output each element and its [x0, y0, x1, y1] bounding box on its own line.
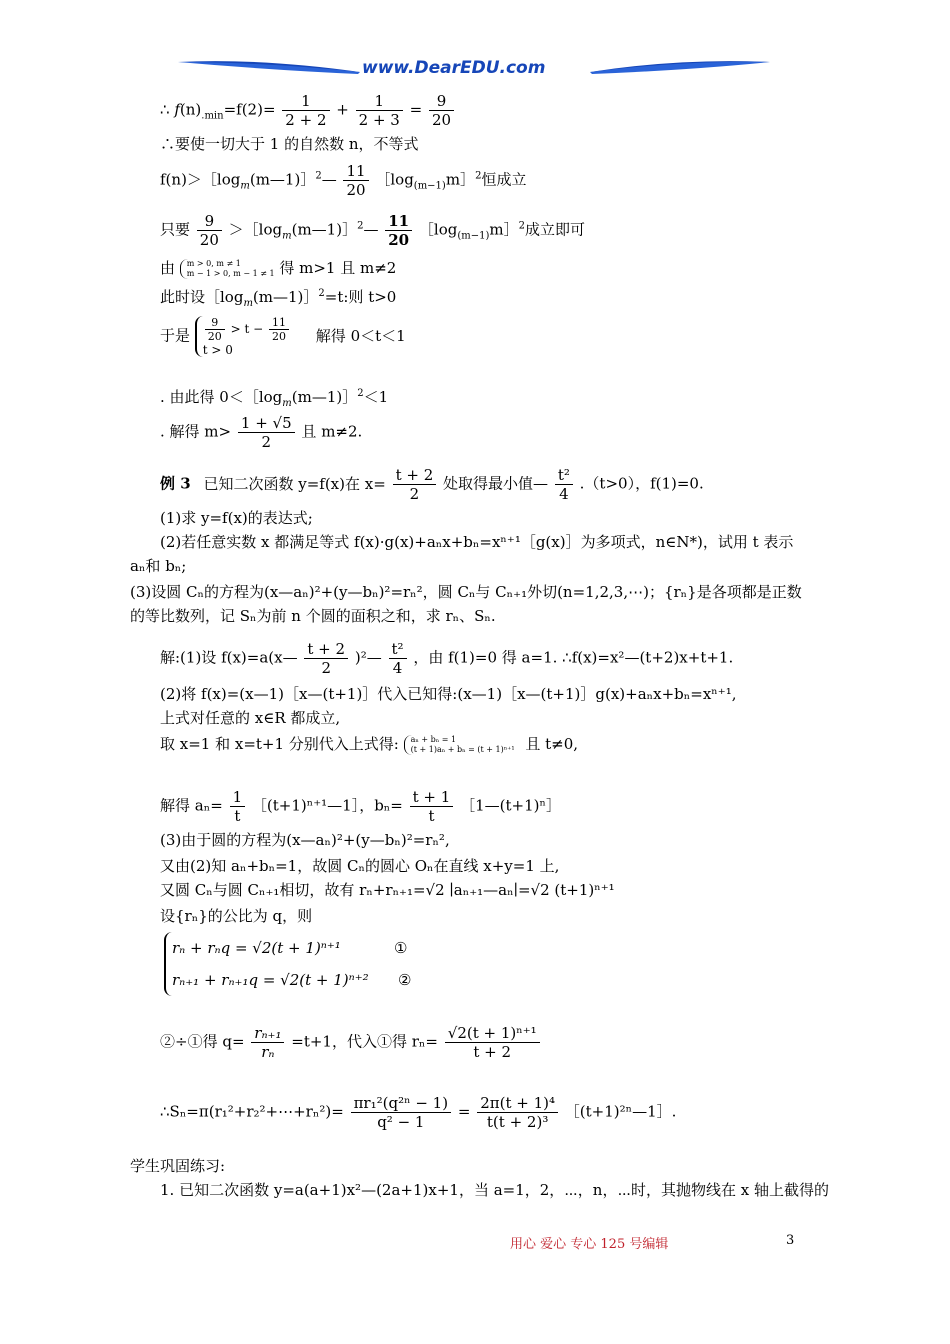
footer-text: 用心 爱心 专心 125 号编辑	[510, 1237, 669, 1252]
equation-system: aₙ + bₙ = 1 (t + 1)aₙ + bₙ = (t + 1)ⁿ⁺¹	[404, 735, 515, 755]
solution-sum: ∴Sₙ=π(r₁²+r₂²+⋯+rₙ²)= $\frac{\text{πr₁²(q²ⁿ − 1)}}{\text{q² − 1}}$ = $\frac{\text{2π(t + 1)⁴}}{\text{t(t + 2)³}}$ ［(t+1)²ⁿ—1］.	[160, 1094, 677, 1131]
marker-2: ②	[398, 971, 412, 989]
question-3-cont: 的等比数列，记 Sₙ为前 n 个圆的面积之和，求 rₙ、Sₙ.	[130, 607, 496, 625]
solution-3-d: 设{rₙ}的公比为 q，则	[160, 907, 313, 925]
equation-system: m > 0, m ≠ 1 m − 1 > 0, m − 1 ≠ 1	[180, 259, 275, 279]
line-inequality: $f(n)>[\log_m(m—1)]^2—$ $\frac{11}{20}$ $[\log_{(m-1)}m]^2$恒成立	[160, 162, 527, 199]
question-2-cont: aₙ和 bₙ;	[130, 557, 187, 575]
fraction: $\frac{t + 2}{2}$	[393, 466, 437, 503]
solution-3: (3)由于圆的方程为(x—aₙ)²+(y—bₙ)²=rₙ²,	[160, 831, 450, 849]
question-3: (3)设圆 Cₙ的方程为(x—aₙ)²+(y—bₙ)²=rₙ²，圆 Cₙ与 Cₙ₊₁外切(n=1,2,3,⋯)；{rₙ}是各项都是正数	[130, 583, 802, 601]
question-1: (1)求 y=f(x)的表达式;	[160, 509, 313, 527]
solution-2-b: 上式对任意的 x∈R 都成立,	[160, 709, 341, 727]
line-range: . 由此得 $0<[\log_m(m—1)]^2<1$	[160, 388, 389, 409]
solution-3-c: 又圆 Cₙ与圆 Cₙ₊₁相切，故有 rₙ+rₙ₊₁=√2 ∣aₙ₊₁—aₙ∣=√2 (t+1)ⁿ⁺¹	[160, 881, 615, 899]
solution-2: (2)将 f(x)=(x—1)［x—(t+1)］代入已知得:(x—1)［x—(t+1)］g(x)+aₙx+bₙ=xⁿ⁺¹,	[160, 685, 737, 703]
line-fmin: ∴ $f(n)_{.min}=f(2)=$ $\frac{1}{2 + 2}$ + $\frac{1}{2 + 3}$ = $\frac{9}{20}$	[160, 92, 456, 129]
fraction: $\frac{1 + √5}{2}$	[238, 414, 295, 451]
line-substitution: 此时设$[\log_m(m—1)]^2=t$:则 t>0	[160, 288, 397, 309]
line-condition: 只要 $\frac{9}{20}$ $>[\log_m(m—1)]^2—$ $\frac{11}{20}$ $[\log_{(m-1)}m]^2$成立即可	[160, 212, 585, 249]
fraction: $\frac{11}{20}$	[385, 212, 412, 249]
question-2: (2)若任意实数 x 都满足等式 f(x)·g(x)+aₙx+bₙ=xⁿ⁺¹［g(x)］为多项式，n∈N*)，试用 t 表示	[160, 533, 794, 551]
example-3-statement: 例 3 已知二次函数 y=f(x)在 x= $\frac{t + 2}{2}$ 处取得最小值— $\frac{\text{t²}}{4}$ .（t>0），f(1)=0.	[160, 466, 704, 503]
fraction: $\frac{1}{t}$	[230, 788, 246, 825]
fraction: $\frac{1}{2 + 3}$	[356, 92, 403, 129]
fraction: $\frac{9}{20}$	[429, 92, 454, 129]
solution-2-d: 解得 aₙ= $\frac{1}{t}$ ［(t+1)ⁿ⁺¹—1］，bₙ= $\frac{t + 1}{t}$ ［1—(t+1)ⁿ］	[160, 788, 561, 825]
equation-system: $\frac{9}{20}$ > t − $\frac{11}{20}$ t > 0	[195, 316, 291, 357]
fraction: $\frac{\text{rₙ₊₁}}{\text{rₙ}}$	[251, 1024, 284, 1061]
exercise-title: 学生巩固练习:	[130, 1157, 226, 1175]
line-system-t: 于是 $\frac{9}{20}$ > t − $\frac{11}{20}$ t > 0 解得 0＜t＜1	[160, 316, 406, 357]
fraction: $\frac{\text{πr₁²(q²ⁿ − 1)}}{\text{q² − 1}}$	[351, 1094, 452, 1131]
line-inequality-intro: ∴要使一切大于 1 的自然数 n，不等式	[160, 135, 419, 153]
exercise-1: 1. 已知二次函数 y=a(a+1)x²—(2a+1)x+1，当 a=1，2，⋯，n，⋯时，其抛物线在 x 轴上截得的	[160, 1181, 829, 1199]
fraction: $\frac{t + 1}{t}$	[410, 788, 454, 825]
fraction: $\frac{\text{t²}}{4}$	[389, 640, 407, 677]
fraction: $\frac{t + 2}{2}$	[304, 640, 348, 677]
equation-system: rₙ + rₙq = √2(t + 1)ⁿ⁺¹ rₙ₊₁ + rₙ₊₁q = √2(t + 1)ⁿ⁺²	[164, 932, 369, 996]
solution-1: 解:(1)设 f(x)=a(x— $\frac{t + 2}{2}$ )²— $\frac{\text{t²}}{4}$ ，由 f(1)=0 得 a=1. ∴f(x)=x²—(t+2)x+t+1.	[160, 640, 734, 677]
equation-system-r	[164, 932, 369, 996]
line-result-m: . 解得 m> $\frac{1 + √5}{2}$ 且 m≠2.	[160, 414, 363, 451]
solution-2-c: 取 x=1 和 x=t+1 分别代入上式得: aₙ + bₙ = 1 (t + 1)aₙ + bₙ = (t + 1)ⁿ⁺¹ 且 t≠0,	[160, 735, 579, 754]
solution-3-b: 又由(2)知 aₙ+bₙ=1，故圆 Cₙ的圆心 Oₙ在直线 x+y=1 上,	[160, 857, 560, 875]
marker-1: ①	[394, 939, 408, 957]
fraction: $\frac{11}{20}$	[343, 162, 368, 199]
page-header	[0, 48, 950, 88]
example-label: 例 3	[160, 474, 191, 493]
header-site-url[interactable]: www.DearEDU.com	[362, 58, 546, 78]
fraction: $\frac{\text{2π(t + 1)⁴}}{\text{t(t + 2)³}}$	[477, 1094, 558, 1131]
line-domain: 由 m > 0, m ≠ 1 m − 1 > 0, m − 1 ≠ 1 得 m>1 且 m≠2	[160, 259, 397, 278]
fraction: $\frac{1}{2 + 2}$	[282, 92, 329, 129]
page-number: 3	[786, 1233, 795, 1248]
fraction: $\frac{\text{t²}}{4}$	[555, 466, 573, 503]
solution-ratio: ②÷①得 q= $\frac{\text{rₙ₊₁}}{\text{rₙ}}$ =t+1，代入①得 rₙ= $\frac{\text{√2(t + 1)ⁿ⁺¹}}{t + 2}$	[160, 1024, 542, 1061]
fraction: $\frac{9}{20}$	[197, 212, 222, 249]
fraction: $\frac{\text{√2(t + 1)ⁿ⁺¹}}{t + 2}$	[445, 1024, 540, 1061]
